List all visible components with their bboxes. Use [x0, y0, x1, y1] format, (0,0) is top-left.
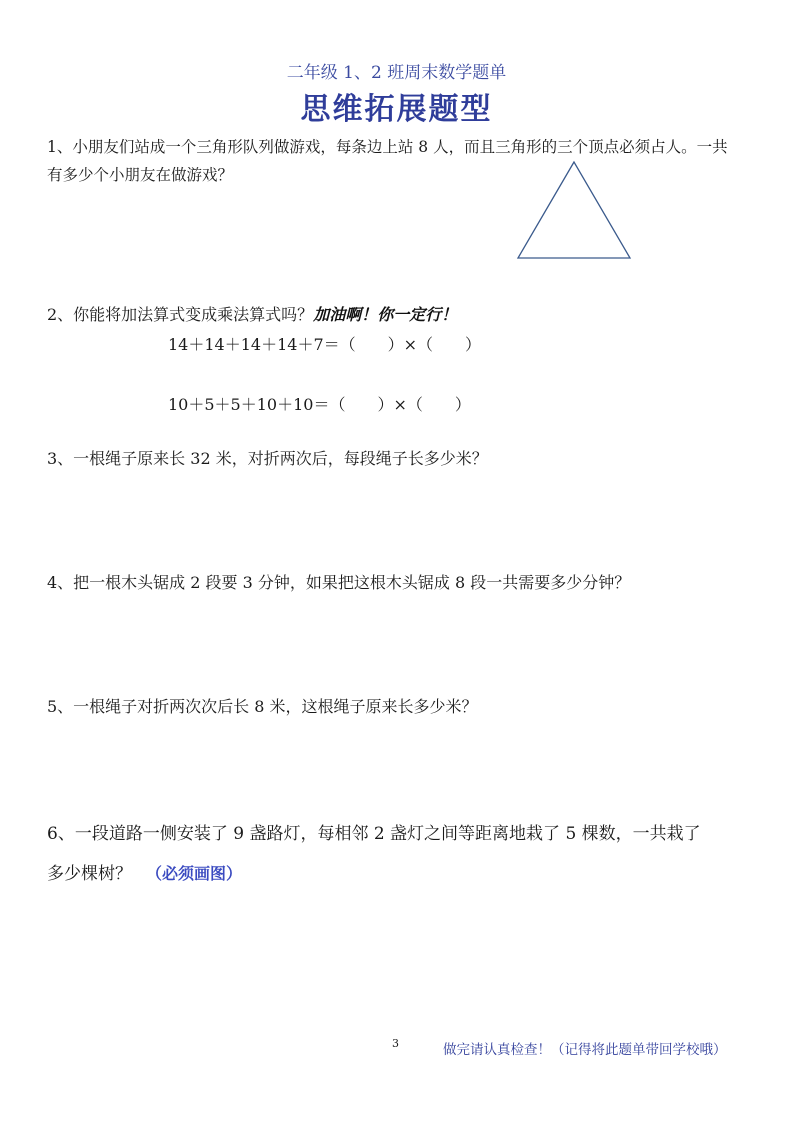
equation-2: 10＋5＋5＋10＋10＝（ ）×（ ） [168, 395, 471, 414]
footer-reminder: 做完请认真检查！（记得将此题单带回学校哦） [443, 1042, 727, 1058]
triangle-figure [512, 158, 636, 262]
question-3: 3、一根绳子原来长 32 米，对折两次后，每段绳子长多少米？ [47, 449, 488, 468]
question-5: 5、一根绳子对折两次次后长 8 米，这根绳子原来长多少米？ [47, 697, 478, 716]
question-2-prompt-row [47, 302, 457, 325]
question-1-line-1: 1、小朋友们站成一个三角形队列做游戏，每条边上站 8 人，而且三角形的三个顶点必须占人。一共 [47, 138, 728, 156]
question-1-line-2: 有多少个小朋友在做游戏？ [47, 166, 234, 184]
worksheet-title: 思维拓展题型 [300, 92, 493, 127]
equation-1: 14＋14＋14＋14＋7＝（ ）×（ ） [168, 335, 482, 354]
encouragement-text: 加油啊！你一定行！ [313, 305, 458, 324]
question-6-line-2-row [47, 859, 242, 884]
worksheet-subtitle: 二年级 1、2 班周末数学题单 [286, 63, 507, 83]
question-2-prompt: 2、你能将加法算式变成乘法算式吗？ [47, 305, 314, 324]
draw-required-note: （必须画图） [146, 864, 243, 883]
question-6-line-2: 多少棵树？ [47, 864, 132, 884]
question-4: 4、把一根木头锯成 2 段要 3 分钟，如果把这根木头锯成 8 段一共需要多少分钟？ [47, 573, 631, 592]
question-6-line-1: 6、一段道路一侧安装了 9 盏路灯，每相邻 2 盏灯之间等距离地栽了 5 棵数，一共栽了 [47, 824, 701, 844]
triangle-outline-icon [518, 162, 630, 258]
page-number: 3 [392, 1037, 399, 1050]
